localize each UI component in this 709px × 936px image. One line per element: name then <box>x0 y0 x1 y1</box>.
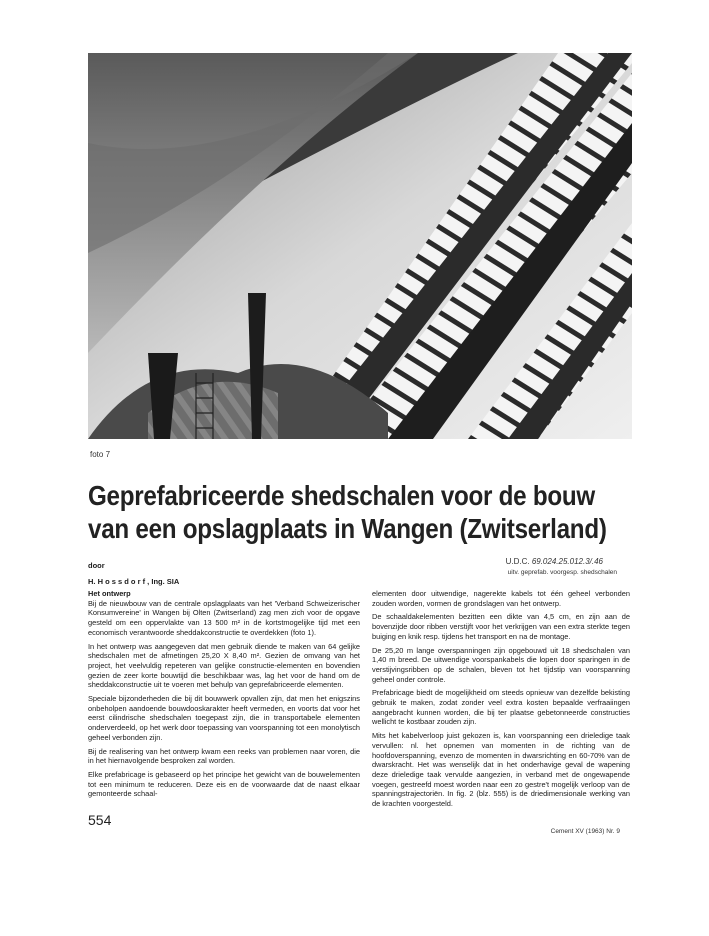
paragraph: Speciale bijzonderheden die bij dit bouwwerk opvallen zijn, dat men het enigszins onbeholpen aandoende bouwdooskarakter heeft vermeden, en voorts dat voor het eerst cilindrische shedschalen toegepast zijn, die in transportabele elementen onderverdeeld, op het werk door toepassing van voorspanning tot een monolytisch geheel verbonden zijn. <box>88 694 360 742</box>
title-line-2: van een opslagplaats in Wangen (Zwitserland) <box>88 513 607 544</box>
right-column <box>372 589 630 813</box>
left-column <box>88 589 360 803</box>
article-title <box>88 479 607 545</box>
paragraph: elementen door uitwendige, nagerekte kabels tot één geheel verbonden zouden worden, vormen de grondslagen van het ontwerp. <box>372 589 630 608</box>
paragraph: Elke prefabricage is gebaseerd op het principe het gewicht van de bouwelementen tot een minimum te reduceren. Deze eis en de voorwaarde dat de naast elkaar gemonteerde schaal- <box>88 769 360 799</box>
journal-footer: Cement XV (1963) Nr. 9 <box>550 828 620 835</box>
paragraph: De schaaldakelementen bezitten een dikte van 4,5 cm, en zijn aan de bovenzijde door ribben verstijft voor het verkrijgen van een extra sterkte tegen buiging en knik resp. tijdens het transport en na de montage. <box>372 612 630 641</box>
author <box>88 577 179 586</box>
page-number: 554 <box>88 812 112 828</box>
author-title: Ing. SIA <box>151 577 180 586</box>
title-line-1: Geprefabriceerde shedschalen voor de bouw <box>88 480 595 511</box>
author-name: H. H o s s d o r f , <box>88 577 150 586</box>
paragraph: Bij de realisering van het ontwerp kwam een reeks van problemen naar voren, die in het hiernavolgende besproken zal worden. <box>88 746 360 766</box>
photo-caption: foto 7 <box>90 450 111 459</box>
paragraph: Mits het kabelverloop juist gekozen is, kan voorspanning een drieledige taak vervullen: nl. het opnemen van momenten in de richting van de hoofdoverspanning, evenzo de momenten in dwarsrichting en 60-70% van de dwarskracht. Het was wenselijk dat in het onderhavige geval de wapening deze drieledige taak vervulde aangezien, in verband met de ongewapende voegen, gestreefd moest worden naar een zo gestre't mogelijk verloop van de spanningstrajectoriën. In fig. 2 (blz. 555) is de driedimensionale werking van de krachten voorgesteld. <box>372 731 630 809</box>
interior-photo <box>88 53 632 439</box>
paragraph: In het ontwerp was aangegeven dat men gebruik diende te maken van 64 gelijke shedschalen met de afmetingen 25,20 X 8,40 m². Gezien de omvang van het project, het veelvuldig repeteren van gelijke constructie-elementen en bovendien gezien de zeer korte bouwtijd die beschikbaar was, lag het voor de hand om de sheddakconstructie uit te voeren met behulp van geprefabriceerde elementen. <box>88 641 360 690</box>
udc-classification <box>506 557 603 566</box>
section-heading: Het ontwerp <box>88 589 131 598</box>
paragraph: Prefabricage biedt de mogelijkheid om steeds opnieuw van dezelfde bekisting gebruik te maken, zodat zonder veel extra kosten bepaalde verfraaiingen aangebracht kunnen worden, die bij ter plaatse gebetonneerde constructies wellicht te kostbaar zouden zijn. <box>372 688 630 727</box>
paragraph: De 25,20 m lange overspanningen zijn opgebouwd uit 18 shedschalen van 1,40 m breed. De uitwendige voorspankabels die lopen door sparingen in de verstijvingsribben op de schalen, bleven tot het tijdstip van voorspanning geheel onder controle. <box>372 645 630 684</box>
udc-code: 69.024.25.012.3/.46 <box>531 557 603 566</box>
byline-label: door <box>88 561 105 570</box>
udc-prefix: U.D.C. <box>505 557 530 566</box>
paragraph: Bij de nieuwbouw van de centrale opslagplaats van het 'Verband Schweizerischer Konsumvereine' in Wangen bij Olten (Zwitserland) zag men zich voor de opgave gesteld om een oppervlakte van 13 500 m² in de kortstmogelijke tijd met een economisch verantwoorde sheddakconstructie te overdekken (foto 1). <box>88 598 360 637</box>
udc-description: uitv. geprefab. voorgesp. shedschalen <box>507 569 617 576</box>
